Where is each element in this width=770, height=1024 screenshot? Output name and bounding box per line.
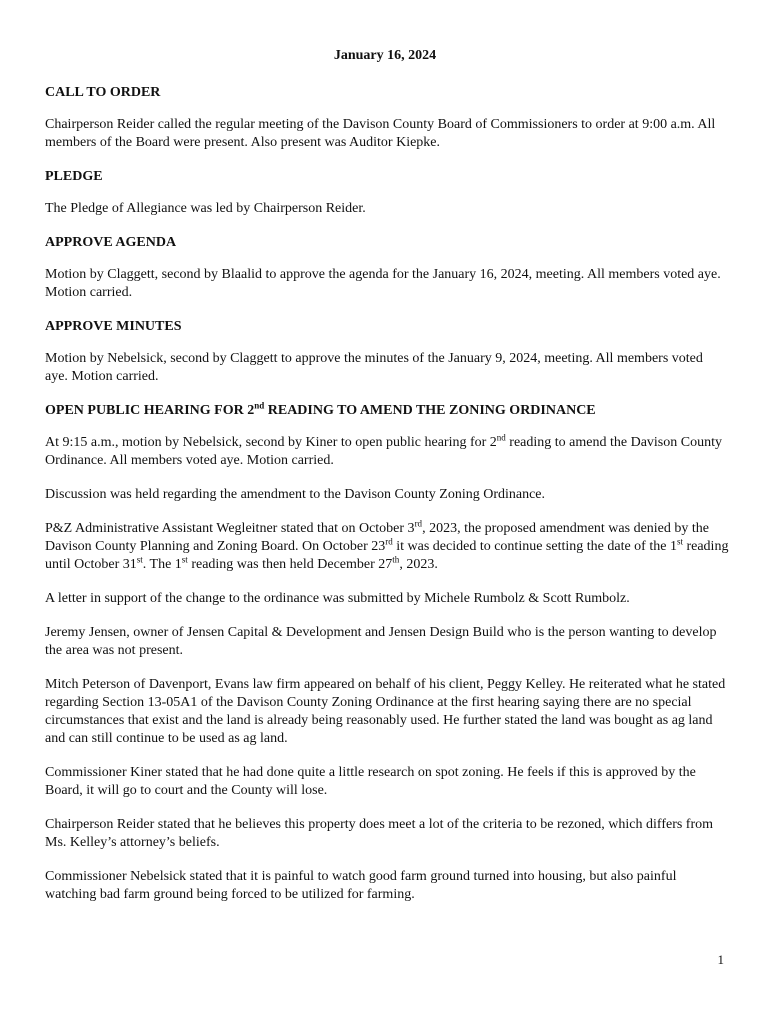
hearing-p1-post: reading to amend the Davison County Ordinance. All members voted aye. Motion carried. — [45, 435, 722, 468]
hearing-paragraph-2: Discussion was held regarding the amendment to the Davison County Zoning Ordinance. — [45, 487, 546, 502]
hearing-p3-sup3: st — [676, 536, 683, 547]
hearing-paragraph-8: Chairperson Reider stated that he believes this property does meet a lot of the criteria to be rezoned, which differs from Ms. Kelley’s attorney’s beliefs. — [45, 817, 714, 850]
heading-approve-agenda: APPROVE AGENDA — [45, 235, 177, 250]
hearing-p3-sup4: st — [136, 554, 143, 565]
hearing-paragraph-3 — [45, 520, 729, 574]
hearing-paragraph-4: A letter in support of the change to the ordinance was submitted by Michele Rumbolz & Scott Rumbolz. — [45, 591, 630, 606]
hearing-paragraph-1 — [45, 434, 729, 470]
heading-public-hearing-pre: OPEN PUBLIC HEARING FOR 2 — [45, 403, 255, 418]
hearing-p3-b: , 2023, the proposed amendment was denied by the Davison County Planning and Zoning Board. On October 23 — [45, 521, 709, 554]
hearing-p1-pre: At 9:15 a.m., motion by Nebelsick, second by Kiner to open public hearing for 2 — [45, 435, 497, 450]
hearing-p3-g: , 2023. — [399, 557, 438, 572]
heading-public-hearing-post: READING TO AMEND THE ZONING ORDINANCE — [264, 403, 596, 418]
meeting-date: January 16, 2024 — [333, 48, 437, 63]
page-number: 1 — [717, 952, 724, 967]
hearing-p3-f: reading was then held December 27 — [187, 557, 393, 572]
hearing-p3-d: reading until October 31 — [45, 539, 729, 572]
heading-approve-minutes: APPROVE MINUTES — [45, 319, 182, 334]
pledge-text: The Pledge of Allegiance was led by Chairperson Reider. — [45, 201, 366, 216]
heading-public-hearing — [45, 402, 729, 420]
call-to-order-text: Chairperson Reider called the regular meeting of the Davison County Board of Commissioners to order at 9:00 a.m. All members of the Board were present. Also present was Auditor Kiepke. — [45, 117, 716, 150]
hearing-p3-sup1: rd — [414, 518, 423, 529]
hearing-p1-sup: nd — [496, 432, 506, 443]
hearing-p3-e: . The 1 — [142, 557, 182, 572]
hearing-paragraph-9: Commissioner Nebelsick stated that it is painful to watch good farm ground turned into housing, but also painful watching bad farm ground being forced to be utilized for farming. — [45, 869, 677, 902]
approve-agenda-text: Motion by Claggett, second by Blaalid to approve the agenda for the January 16, 2024, meeting. All members voted aye. Motion carried. — [45, 267, 721, 300]
hearing-p3-a: P&Z Administrative Assistant Wegleitner stated that on October 3 — [45, 521, 415, 536]
heading-public-hearing-sup: nd — [254, 400, 265, 411]
hearing-p3-c: it was decided to continue setting the date of the 1 — [392, 539, 677, 554]
heading-call-to-order: CALL TO ORDER — [45, 85, 161, 100]
heading-pledge: PLEDGE — [45, 169, 103, 184]
hearing-paragraph-5: Jeremy Jensen, owner of Jensen Capital & Development and Jensen Design Build who is the person wanting to develop the area was not present. — [45, 625, 717, 658]
hearing-p3-sup6: th — [392, 554, 400, 565]
hearing-paragraph-6: Mitch Peterson of Davenport, Evans law firm appeared on behalf of his client, Peggy Kelley. He reiterated what he stated regarding Section 13-05A1 of the Davison County Zoning Ordinance at the first hearing saying there are no special circumstances that exist and the land is already being reasonably used. He further stated the land was bought as ag land and can still continue to be used as ag land. — [45, 677, 726, 746]
minutes-body — [45, 84, 729, 920]
hearing-p3-sup2: rd — [385, 536, 393, 547]
hearing-paragraph-7: Commissioner Kiner stated that he had done quite a little research on spot zoning. He feels if this is approved by the Board, it will go to court and the County will lose. — [45, 765, 696, 798]
approve-minutes-text: Motion by Nebelsick, second by Claggett to approve the minutes of the January 9, 2024, meeting. All members voted aye. Motion carried. — [45, 351, 703, 384]
hearing-p3-sup5: st — [181, 554, 188, 565]
